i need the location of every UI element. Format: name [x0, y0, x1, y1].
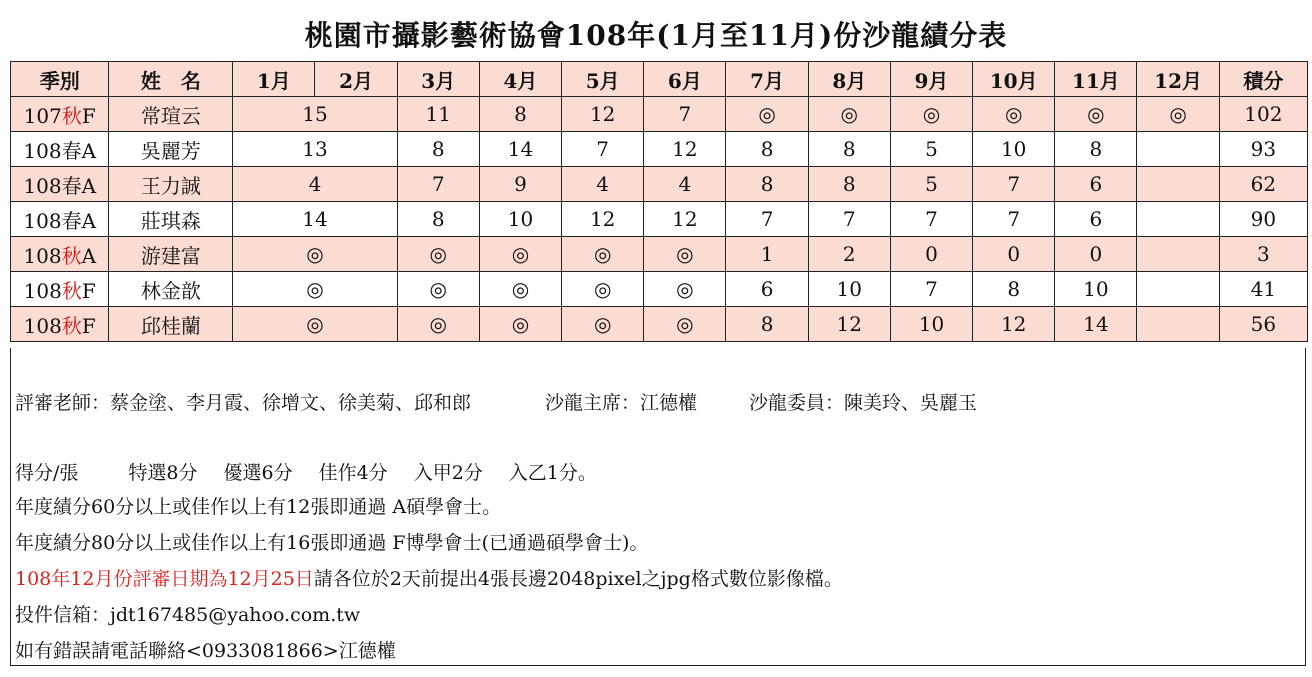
score-cell: 10	[890, 307, 972, 342]
score-cell: ◎	[1055, 97, 1137, 132]
header-total: 積分	[1219, 62, 1307, 97]
season-year: 108	[23, 138, 62, 163]
header-month: 5月	[562, 62, 644, 97]
header-month: 4月	[479, 62, 561, 97]
score-cell: ◎	[233, 307, 397, 342]
score-cell: 13	[233, 132, 397, 167]
member-name: 吳麗芳	[109, 132, 233, 167]
score-cell: 7	[808, 202, 890, 237]
table-row	[11, 167, 1308, 202]
rule-f-text: 年度績分80分以上或佳作以上有16張即通過 F博學會士(已通過碩學會士)。	[15, 532, 649, 554]
score-cell	[1137, 307, 1219, 342]
score-cell: ◎	[479, 272, 561, 307]
score-cell: ◎	[562, 272, 644, 307]
table-row	[11, 132, 1308, 167]
member-name: 莊琪森	[109, 202, 233, 237]
score-cell: ◎	[397, 237, 479, 272]
member-name: 邱桂蘭	[109, 307, 233, 342]
scoring-label: 得分/張	[15, 462, 79, 484]
score-cell: ◎	[233, 237, 397, 272]
table-row	[11, 202, 1308, 237]
season-cell	[11, 202, 109, 237]
score-cell: 15	[233, 97, 397, 132]
season-grade: A	[81, 138, 97, 163]
score-cell: 8	[726, 132, 808, 167]
score-cell: 5	[890, 167, 972, 202]
score-cell: 12	[562, 97, 644, 132]
season-year: 108	[23, 208, 62, 233]
score-cell: 10	[973, 132, 1055, 167]
season-cell	[11, 272, 109, 307]
score-cell: 8	[397, 132, 479, 167]
season-year: 108	[23, 278, 62, 303]
season-term: 秋	[61, 103, 82, 128]
score-cell: ◎	[479, 307, 561, 342]
total-score-cell: 102	[1219, 97, 1307, 132]
member-name: 游建富	[109, 237, 233, 272]
rule-a-text: 年度績分60分以上或佳作以上有12張即通過 A碩學會士。	[15, 496, 502, 518]
header-month: 1月	[233, 62, 315, 97]
total-score-cell: 90	[1219, 202, 1307, 237]
page-title: 桃園市攝影藝術協會108年(1月至11月)份沙龍績分表	[304, 19, 1008, 52]
score-cell: 7	[397, 167, 479, 202]
deadline-line	[15, 564, 843, 591]
total-score-cell: 62	[1219, 167, 1307, 202]
season-cell	[11, 167, 109, 202]
table-row	[11, 307, 1308, 342]
score-cell: 7	[973, 202, 1055, 237]
season-grade: A	[81, 243, 97, 268]
header-month: 10月	[973, 62, 1055, 97]
total-score-cell: 3	[1219, 237, 1307, 272]
score-cell: ◎	[562, 307, 644, 342]
score-cell: ◎	[890, 97, 972, 132]
scoring-item: 佳作4分	[318, 462, 388, 484]
score-cell: 8	[973, 272, 1055, 307]
contact-text: 如有錯誤請電話聯絡<0933081866>江德權	[15, 640, 396, 662]
season-term: 秋	[61, 313, 82, 338]
season-cell	[11, 237, 109, 272]
score-cell: 12	[562, 202, 644, 237]
table-row	[11, 272, 1308, 307]
score-cell: 12	[644, 132, 726, 167]
header-row	[11, 62, 1308, 97]
score-cell: 7	[890, 272, 972, 307]
score-cell: 10	[479, 202, 561, 237]
score-cell: 12	[644, 202, 726, 237]
scoring-item: 特選8分	[128, 462, 198, 484]
header-name: 姓 名	[109, 62, 233, 97]
score-cell: ◎	[726, 97, 808, 132]
score-cell: 7	[973, 167, 1055, 202]
score-cell: ◎	[644, 307, 726, 342]
score-cell: 9	[479, 167, 561, 202]
header-month: 2月	[315, 62, 397, 97]
score-cell: ◎	[562, 237, 644, 272]
score-cell: 10	[1055, 272, 1137, 307]
chair-text: 沙龍主席：江德權	[545, 392, 698, 414]
email-text: 投件信箱：jdt167485@yahoo.com.tw	[15, 604, 361, 626]
header-month: 11月	[1055, 62, 1137, 97]
score-cell: 6	[726, 272, 808, 307]
score-cell	[1137, 202, 1219, 237]
score-cell: 12	[808, 307, 890, 342]
score-cell: 8	[1055, 132, 1137, 167]
season-grade: F	[81, 103, 96, 128]
header-season: 季別	[11, 62, 109, 97]
header-month: 7月	[726, 62, 808, 97]
score-cell: 8	[808, 167, 890, 202]
score-cell: 8	[726, 307, 808, 342]
season-grade: A	[81, 208, 97, 233]
score-cell	[1137, 272, 1219, 307]
judges-text: 評審老師：蔡金塗、李月霞、徐增文、徐美菊、邱和郎	[15, 392, 472, 414]
season-cell	[11, 132, 109, 167]
deadline-instructions: 請各位於2天前提出4張長邊2048pixel之jpg格式數位影像檔。	[313, 568, 843, 590]
score-cell: 0	[973, 237, 1055, 272]
score-cell: 4	[562, 167, 644, 202]
deadline-date: 108年12月份評審日期為12月25日	[15, 568, 314, 590]
score-cell: 14	[233, 202, 397, 237]
score-cell: ◎	[973, 97, 1055, 132]
score-cell: 0	[1055, 237, 1137, 272]
score-cell: 1	[726, 237, 808, 272]
score-cell: ◎	[397, 272, 479, 307]
season-term: 春	[61, 138, 82, 163]
score-rows	[11, 97, 1308, 342]
score-cell	[1137, 237, 1219, 272]
season-year: 108	[23, 243, 62, 268]
score-cell: 8	[808, 132, 890, 167]
scoring-item: 入甲2分	[413, 462, 483, 484]
score-cell: 14	[1055, 307, 1137, 342]
total-score-cell: 93	[1219, 132, 1307, 167]
score-cell: ◎	[808, 97, 890, 132]
season-grade: F	[81, 313, 96, 338]
score-cell: ◎	[479, 237, 561, 272]
score-cell: 7	[890, 202, 972, 237]
scoring-item: 入乙1分。	[508, 462, 597, 484]
score-table	[10, 61, 1308, 342]
season-term: 秋	[61, 243, 82, 268]
score-cell: ◎	[233, 272, 397, 307]
scoring-line	[15, 458, 597, 485]
score-cell: 6	[1055, 167, 1137, 202]
header-month: 3月	[397, 62, 479, 97]
score-cell: 7	[562, 132, 644, 167]
scoring-item: 優選6分	[223, 462, 293, 484]
score-cell: 5	[890, 132, 972, 167]
season-year: 107	[23, 103, 62, 128]
header-month: 12月	[1137, 62, 1219, 97]
score-cell: 8	[726, 167, 808, 202]
header-month: 6月	[644, 62, 726, 97]
score-cell: 4	[644, 167, 726, 202]
season-cell	[11, 307, 109, 342]
season-term: 春	[61, 173, 82, 198]
table-row	[11, 97, 1308, 132]
header-month: 8月	[808, 62, 890, 97]
season-term: 春	[61, 208, 82, 233]
total-score-cell: 56	[1219, 307, 1307, 342]
score-cell: 6	[1055, 202, 1137, 237]
season-grade: A	[81, 173, 97, 198]
season-term: 秋	[61, 278, 82, 303]
score-cell	[1137, 132, 1219, 167]
score-cell: ◎	[644, 237, 726, 272]
header-month: 9月	[890, 62, 972, 97]
committee-text: 沙龍委員：陳美玲、吳麗玉	[749, 392, 978, 414]
score-cell: 7	[644, 97, 726, 132]
score-cell: 12	[973, 307, 1055, 342]
member-name: 林金歆	[109, 272, 233, 307]
score-cell: ◎	[397, 307, 479, 342]
score-cell: 8	[479, 97, 561, 132]
score-cell: 7	[726, 202, 808, 237]
season-grade: F	[81, 278, 96, 303]
season-cell	[11, 97, 109, 132]
score-cell: ◎	[644, 272, 726, 307]
score-cell: 2	[808, 237, 890, 272]
notes-panel	[10, 348, 1306, 666]
table-row	[11, 237, 1308, 272]
staff-line	[15, 388, 977, 415]
score-cell	[1137, 167, 1219, 202]
score-cell: ◎	[1137, 97, 1219, 132]
score-cell: 14	[479, 132, 561, 167]
score-cell: 11	[397, 97, 479, 132]
member-name: 常瑄云	[109, 97, 233, 132]
season-year: 108	[23, 173, 62, 198]
score-cell: 0	[890, 237, 972, 272]
total-score-cell: 41	[1219, 272, 1307, 307]
season-year: 108	[23, 313, 62, 338]
score-cell: 4	[233, 167, 397, 202]
member-name: 王力誠	[109, 167, 233, 202]
score-cell: 8	[397, 202, 479, 237]
score-cell: 10	[808, 272, 890, 307]
